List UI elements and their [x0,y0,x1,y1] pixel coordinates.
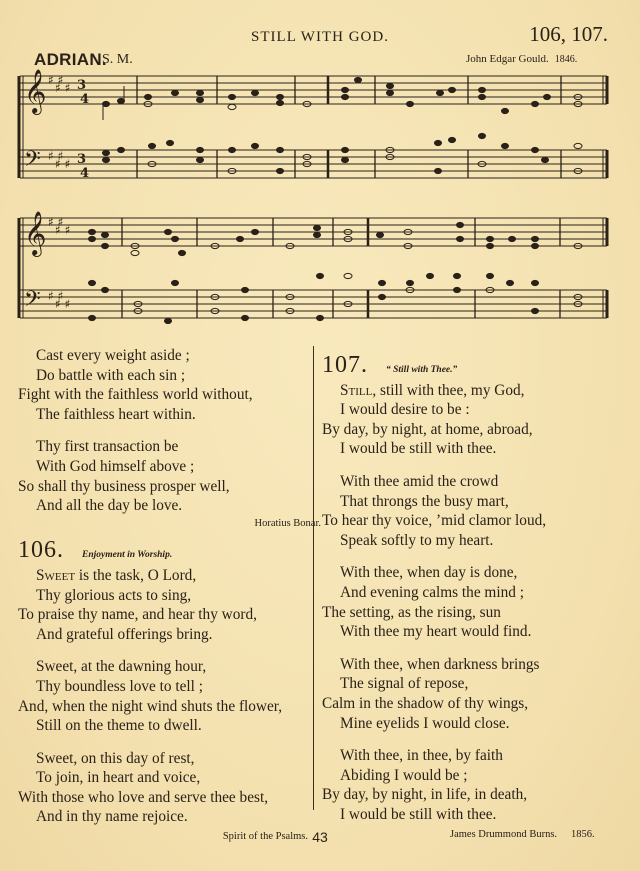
composer-name: John Edgar Gould. [466,53,549,65]
svg-text:♯ ♯: ♯ ♯ [48,215,64,229]
verse-line: The setting, as the rising, sun [322,603,501,621]
verse-line: Fight with the faithless world without, [18,386,253,404]
page-title: STILL WITH GOD. [251,29,389,45]
author-name: James Drummond Burns. [450,829,558,841]
verse-line: To praise thy name, and hear thy word, [18,606,257,624]
verse-line: With thee, in thee, by faith [340,747,503,765]
hymn-title: “ Still with Thee.” [386,365,458,375]
verse-line: To hear thy voice, ’mid clamor loud, [322,512,547,530]
verse-line: And all the day be love. [36,497,183,515]
verse-line: Still on the theme to dwell. [36,717,202,735]
verse-line: Sweet, on this day of rest, [36,749,195,767]
svg-text:3: 3 [77,152,87,167]
verse-line: With thee, when darkness brings [340,655,540,673]
verse-line: With those who love and serve thee best, [18,788,269,806]
verse-line: To join, in heart and voice, [36,769,201,787]
verse-line: And grateful offerings bring. [36,625,213,643]
verse-line: Sweet, at the dawning hour, [36,658,207,676]
music-system-2 [0,205,640,335]
verse-line: By day, by night, in life, in death, [322,786,528,804]
verse-line: Thy boundless love to tell ; [36,677,203,695]
stanza [322,655,622,733]
svg-text:♯ ♯: ♯ ♯ [48,73,64,87]
stanza [322,472,622,550]
tune-name: ADRIAN. [34,50,107,69]
verse-line: Cast every weight aside ; [36,347,190,364]
stanza [322,746,622,824]
hymn-number: 106. [18,537,64,564]
verse-line [18,566,313,586]
verse-line: Thy glorious acts to sing, [36,586,192,604]
verse-line: Thy first transaction be [36,438,179,456]
column-divider [313,346,314,810]
verse-line: With thee my heart would find. [340,623,532,641]
svg-text:♯ ♯: ♯ ♯ [55,223,71,237]
verse-line: Calm in the shadow of thy wings, [322,694,529,712]
hymn-107-heading [322,352,622,381]
verse-line: With thee amid the crowd [340,472,499,490]
verse-line: With thee, when day is done, [340,564,518,582]
right-column [322,352,622,845]
verse-line: And evening calms the mind ; [340,583,524,601]
verse-line: I would be still with thee. [340,440,497,458]
svg-text:𝄞: 𝄞 [24,211,47,255]
verse-line: That throngs the busy mart, [340,492,509,510]
hymn-title: Enjoyment in Worship. [82,550,173,561]
verse-line: Speak softly to my heart. [340,531,494,549]
svg-text:3: 3 [77,78,87,93]
svg-text:♯ ♯: ♯ ♯ [48,289,64,303]
verse-line: And in thy name rejoice. [36,808,188,826]
stanza [18,749,313,827]
svg-text:𝄢: 𝄢 [24,287,41,317]
svg-text:♯ ♯: ♯ ♯ [55,81,71,95]
verse-line: Mine eyelids I would close. [340,714,510,732]
stanza [18,566,313,644]
verse-line: Do battle with each sin ; [36,366,186,384]
first-word: Still [340,381,373,399]
stanza [18,437,313,515]
svg-text:4: 4 [80,92,90,107]
stanza [18,346,313,424]
hymn-number: 107. [322,352,368,378]
verse-line: The signal of repose, [340,675,469,693]
svg-text:4: 4 [80,166,90,181]
verse-line [322,381,622,401]
verse-line: So shall thy business prosper well, [18,477,230,495]
verse-line: With God himself above ; [36,457,195,475]
stanza [322,563,622,641]
svg-text:♯ ♯: ♯ ♯ [48,149,64,163]
author-year: 1856. [571,829,595,841]
verse-line: I would be still with thee. [340,805,497,823]
verse-line: The faithless heart within. [36,405,196,423]
svg-text:♯ ♯: ♯ ♯ [55,297,71,311]
svg-text:𝄞: 𝄞 [24,69,47,113]
stanza [18,657,313,735]
stanza [322,381,622,459]
verse-line: Abiding I would be ; [340,766,468,784]
music-system-1 [0,62,640,197]
verse-line: By day, by night, at home, abroad, [322,420,533,438]
first-word: Sweet [36,566,76,584]
verse-line: I would desire to be : [340,401,470,419]
tune-meter: S. M. [102,52,133,67]
verse-text: is the task, O Lord, [75,566,197,584]
author-attribution: Horatius Bonar. [254,517,321,529]
verse-line: And, when the night wind shuts the flower, [18,697,283,715]
verse-text: , still with thee, my God, [372,381,525,399]
composer-year: 1846. [554,54,578,65]
hymn-106-heading [18,537,313,566]
page-number: 43 [312,829,328,845]
svg-text:𝄢: 𝄢 [24,147,41,177]
svg-text:♯ ♯: ♯ ♯ [55,157,71,171]
source-attribution: Spirit of the Psalms. [222,831,308,843]
hymn-numbers: 106, 107. [529,22,608,46]
